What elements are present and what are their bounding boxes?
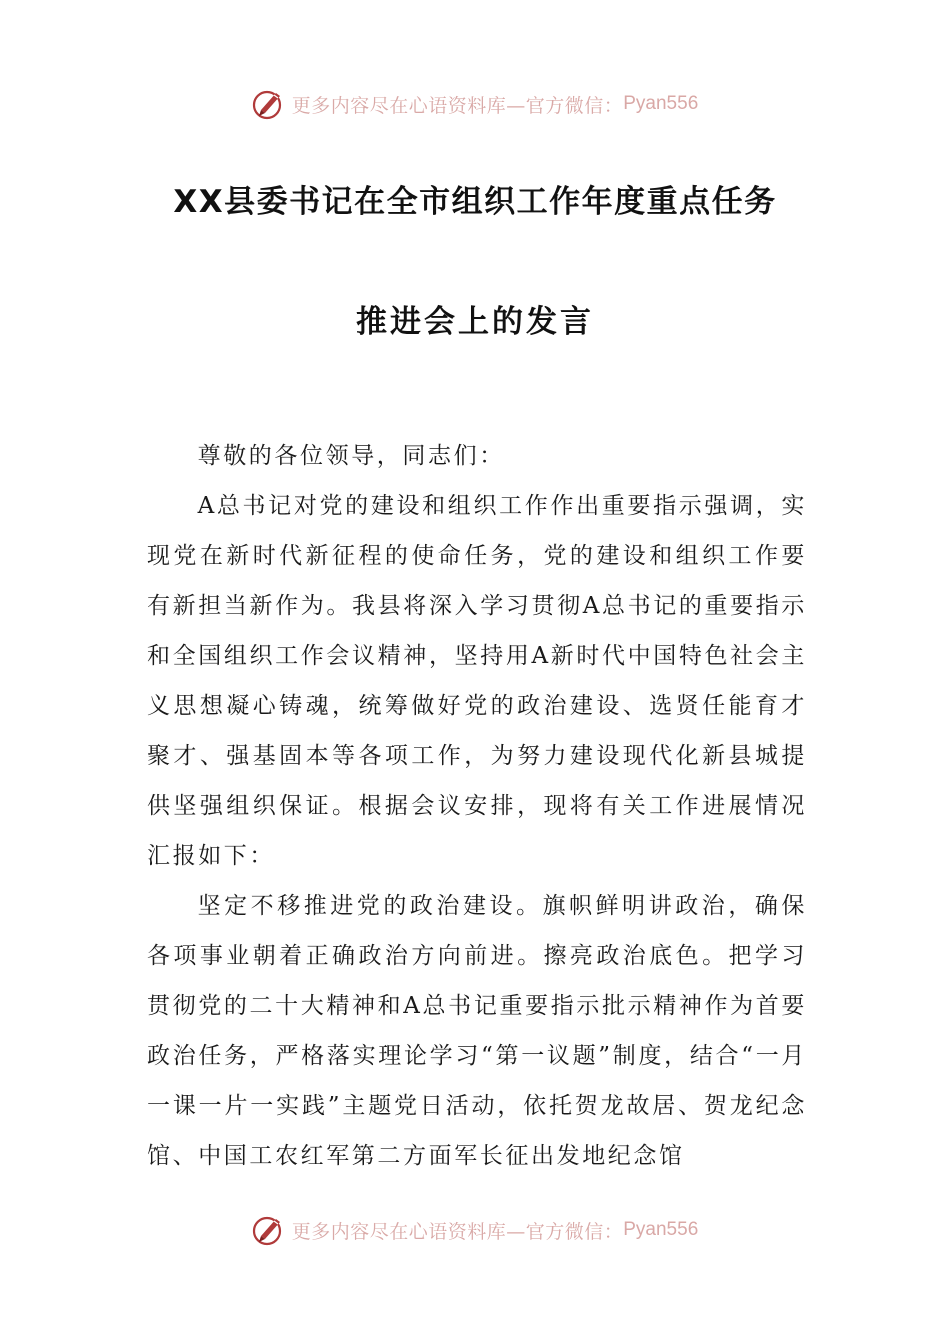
watermark-footer <box>0 1210 950 1250</box>
watermark-text: 更多内容尽在心语资料库—官方微信： <box>291 1220 624 1243</box>
document-body <box>147 431 807 1181</box>
pen-logo-icon <box>252 86 288 122</box>
watermark-wechat-id: Pyan556 <box>623 93 699 114</box>
watermark-header <box>0 84 950 124</box>
paragraph: A总书记对党的建设和组织工作作出重要指示强调，实现党在新时代新征程的使命任务，党的建设和组织工作要有新担当新作为。我县将深入学习贯彻A总书记的重要指示和全国组织工作会议精神，坚持用A新时代中国特色社会主义思想凝心铸魂，统筹做好党的政治建设、选贤任能育才聚才、强基固本等各项工作，为努力建设现代化新县城提供坚强组织保证。根据会议安排，现将有关工作进展情况汇报如下： <box>147 493 807 869</box>
watermark-wechat-id: Pyan556 <box>623 1219 699 1240</box>
watermark-text: 更多内容尽在心语资料库—官方微信： <box>291 94 624 117</box>
pen-logo-icon <box>252 1212 288 1248</box>
document-title-line1: XX县委书记在全市组织工作年度重点任务 <box>173 184 777 220</box>
document-title-line2: 推进会上的发言 <box>356 304 594 340</box>
paragraph: 坚定不移推进党的政治建设。旗帜鲜明讲政治，确保各项事业朝着正确政治方向前进。擦亮政治底色。把学习贯彻党的二十大精神和A总书记重要指示批示精神作为首要政治任务，严格落实理论学习“第一议题”制度，结合“一月一课一片一实践”主题党日活动，依托贺龙故居、贺龙纪念馆、中国工农红军第二方面军长征出发地纪念馆 <box>147 893 807 1169</box>
salutation: 尊敬的各位领导，同志们： <box>197 443 505 469</box>
